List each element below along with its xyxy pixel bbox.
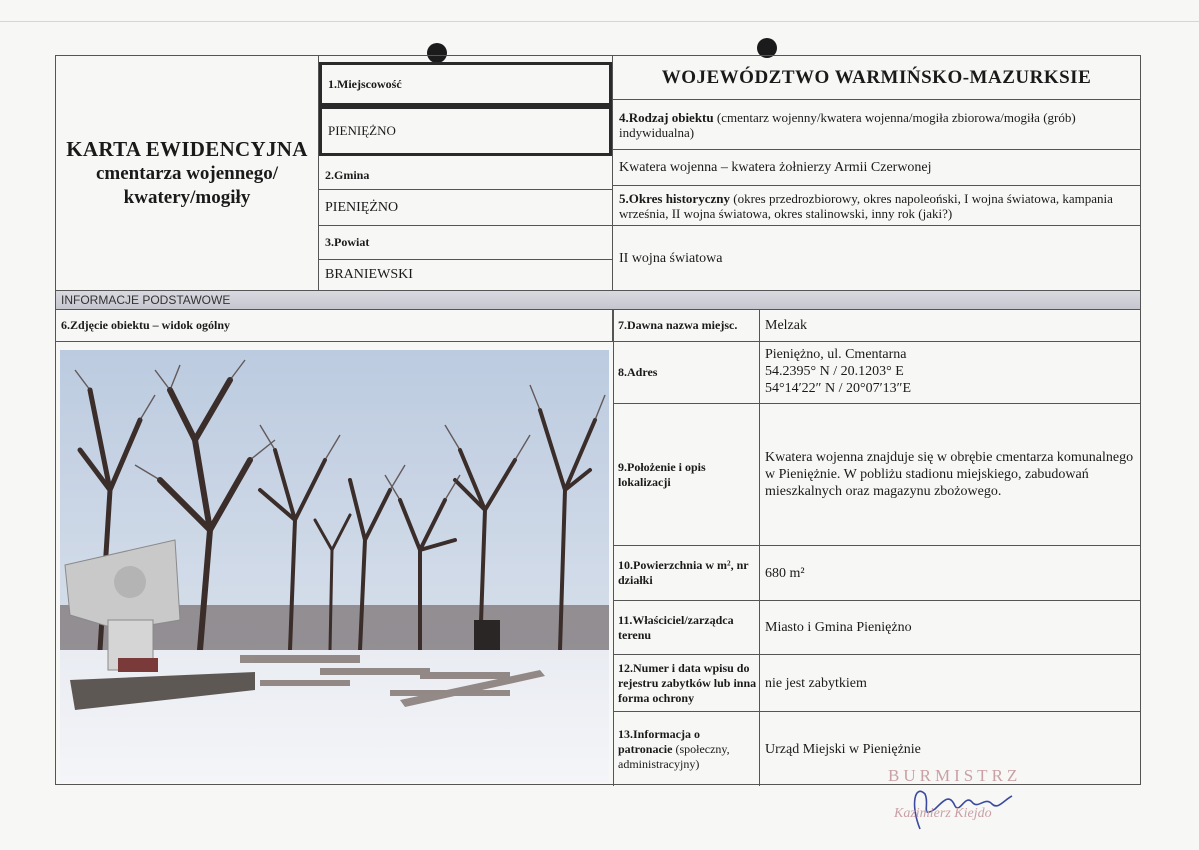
registry-value: nie jest zabytkiem (765, 675, 867, 691)
object-type-label (613, 100, 1140, 150)
commune-label: 2.Gmina (319, 162, 612, 190)
card-title-cell (56, 56, 319, 290)
details-table (614, 310, 1140, 786)
former-name-label: 7.Dawna nazwa miejsc. (614, 310, 760, 341)
patronage-label-line1: 13.Informacja o (618, 726, 700, 741)
cemetery-photo (60, 350, 609, 782)
address-label: 8.Adres (614, 342, 760, 403)
patronage-hint: (społeczny, administracyjny) (618, 741, 730, 771)
district-value: BRANIEWSKI (325, 267, 413, 282)
patronage-label (614, 712, 760, 786)
former-name-value: Melzak (765, 318, 807, 333)
row-former-name (614, 310, 1140, 342)
mayor-stamp (880, 760, 1050, 840)
stamp-name: Kazimierz Kiejdo (894, 806, 992, 821)
object-type-hint: (cmentarz wojenny/kwatera wojenna/mogiła zbiorowa/mogiła (grób) indywidualna) (619, 109, 1076, 140)
card-subtitle-line2: kwatery/mogiły (123, 186, 251, 208)
address-value (760, 342, 1140, 403)
card-title: KARTA EWIDENCYJNA (66, 136, 308, 161)
address-decimal-coords: 54.2395° N / 20.1203° E (765, 364, 904, 379)
record-card (55, 55, 1141, 785)
row-area (614, 546, 1140, 601)
object-type-label-text: 4.Rodzaj obiektu (619, 109, 714, 125)
row-patronage (614, 712, 1140, 786)
scan-top-line (0, 21, 1199, 22)
voivodeship-title: WOJEWÓDZTWO WARMIŃSKO-MAZURKSIE (613, 56, 1140, 100)
photo-label: 6.Zdjęcie obiektu – widok ogólny (56, 310, 613, 342)
stamp-title: BURMISTRZ (888, 766, 1022, 785)
patronage-value: Urząd Miejski w Pieniężnie (765, 741, 921, 757)
district-label: 3.Powiat (319, 226, 612, 260)
patronage-label-line2: patronacie (618, 741, 673, 756)
commune-value: PIENIĘŻNO (319, 190, 612, 226)
historical-period-value: II wojna światowa (619, 250, 723, 266)
address-dms-coords: 54°14′22″ N / 20°07′13″E (765, 381, 912, 396)
registry-label: 12.Numer i data wpisu do rejestru zabytków lub inna forma ochrony (614, 655, 760, 711)
historical-period-label (613, 186, 1140, 226)
owner-label: 11.Właściciel/zarządca terenu (614, 601, 760, 654)
historical-period-hint: (okres przedrozbiorowy, okres napoleoński, I wojna światowa, kampania września, II wojna światowa, okres stalinowski, inny rok (jaki?) (619, 190, 1113, 221)
row-registry (614, 655, 1140, 712)
area-label: 10.Powierzchnia w m², nr działki (614, 546, 760, 600)
card-subtitle-line1: cmentarza wojennego/ (95, 162, 279, 184)
location-value: Kwatera wojenna znajduje się w obrębie cmentarza komunalnego w Pieniężnie. W pobliżu stadionu miejskiego, zabudowań mieszkalnych oraz magazynu zbożowego. (765, 450, 1134, 499)
locality-value: PIENIĘŻNO (319, 106, 612, 156)
owner-value: Miasto i Gmina Pieniężno (765, 620, 912, 635)
object-type-value: Kwatera wojenna – kwatera żołnierzy Armii Czerwonej (613, 150, 1140, 186)
location-column (319, 56, 613, 290)
area-value: 680 m² (765, 565, 805, 581)
row-location (614, 404, 1140, 546)
locality-label: 1.Miejscowość (319, 62, 612, 106)
location-label: 9.Położenie i opis lokalizacji (614, 404, 760, 545)
section-band: INFORMACJE PODSTAWOWE (56, 290, 1140, 310)
row-owner (614, 601, 1140, 655)
signature-scribble (900, 774, 1020, 834)
row-address (614, 342, 1140, 404)
address-street: Pieniężno, ul. Cmentarna (765, 347, 907, 362)
historical-period-label-text: 5.Okres historyczny (619, 190, 730, 206)
object-column (613, 56, 1140, 290)
